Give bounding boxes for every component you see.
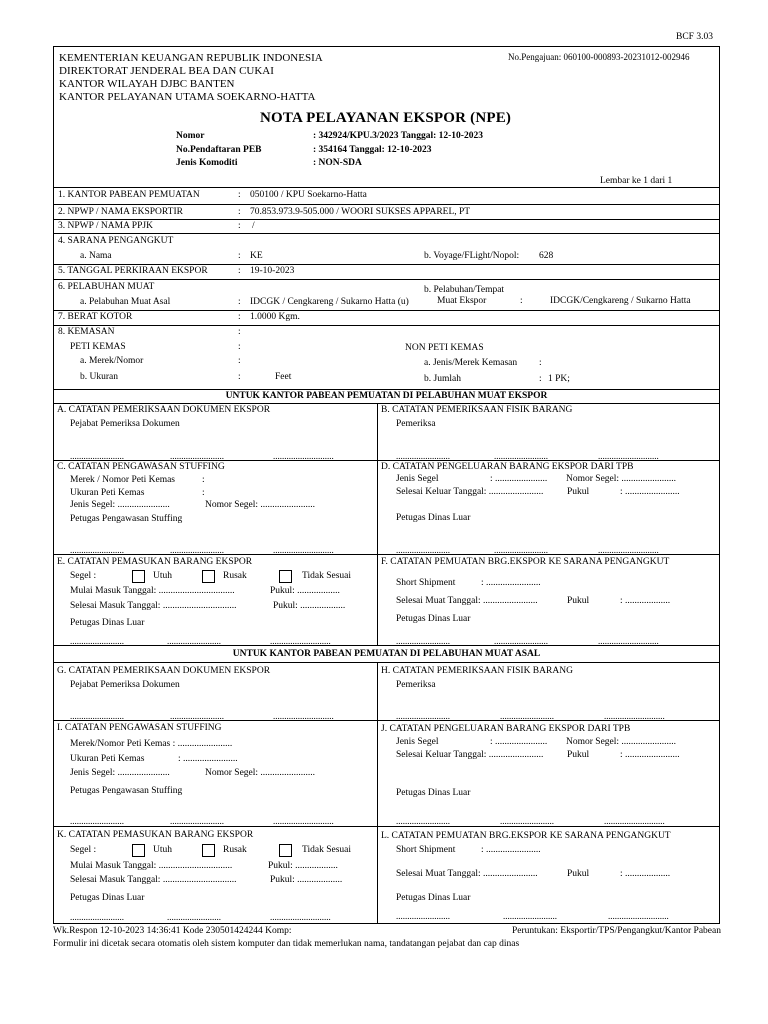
jumlah-label: b. Jumlah (424, 374, 461, 384)
segel-rusak-checkbox[interactable] (202, 570, 215, 583)
kemasan-label: 8. KEMASAN (58, 327, 115, 337)
segel-utuh-checkbox-k[interactable] (132, 844, 145, 857)
nama-value: KE (250, 251, 263, 261)
agency-line-4: KANTOR PELAYANAN UTAMA SOEKARNO-HATTA (59, 91, 316, 103)
footer-note: Formulir ini dicetak secara otomatis oleh sistem komputer dan tidak memerlukan nama, tandatangan pejabat dan cap dinas (53, 939, 520, 949)
block-d-title: D. CATATAN PENGELUARAN BARANG EKSPOR DARI TPB (381, 462, 634, 472)
tanggal-value: 19-10-2023 (250, 266, 295, 276)
no-pendaftaran-label: No.Pendaftaran PEB (176, 145, 262, 155)
block-b-title: B. CATATAN PEMERIKSAAN FISIK BARANG (381, 405, 573, 415)
lembar: Lembar ke 1 dari 1 (600, 176, 673, 186)
no-pendaftaran-value: : 354164 Tanggal: 12-10-2023 (313, 145, 432, 155)
agency-line-2: DIREKTORAT JENDERAL BEA DAN CUKAI (59, 65, 274, 77)
block-i-title: I. CATATAN PENGAWASAN STUFFING (57, 723, 222, 733)
peti-kemas-label: PETI KEMAS (70, 342, 126, 352)
nama-label: a. Nama (80, 251, 112, 261)
nomor-value: : 342924/KPU.3/2023 Tanggal: 12-10-2023 (313, 131, 483, 141)
npwp-ppjk-value: / (252, 221, 255, 231)
voyage-label: b. Voyage/FLight/Nopol: (424, 251, 520, 261)
no-pengajuan: No.Pengajuan: 060100-000893-20231012-002946 (508, 52, 690, 62)
nomor-label: Nomor (176, 131, 205, 141)
pel-tempat-label-1: b. Pelabuhan/Tempat (424, 285, 505, 295)
segel-tidak-sesuai-checkbox[interactable] (279, 570, 292, 583)
block-c-title: C. CATATAN PENGAWASAN STUFFING (57, 462, 225, 472)
kantor-label: 1. KANTOR PABEAN PEMUATAN (58, 190, 200, 200)
pel-asal-label: a. Pelabuhan Muat Asal (80, 297, 171, 307)
ukuran-label: b. Ukuran (80, 372, 118, 382)
pel-tempat-label-2: Muat Ekspor (437, 296, 487, 306)
page-title: NOTA PELAYANAN EKSPOR (NPE) (260, 110, 512, 126)
agency-line-1: KEMENTERIAN KEUANGAN REPUBLIK INDONESIA (59, 52, 323, 64)
merek-nomor-label: a. Merek/Nomor (80, 356, 144, 366)
tanggal-label: 5. TANGGAL PERKIRAAN EKSPOR (58, 266, 208, 276)
block-e-title: E. CATATAN PEMASUKAN BARANG EKSPOR (57, 557, 253, 567)
segel-tidak-sesuai-checkbox-k[interactable] (279, 844, 292, 857)
sarana-label: 4. SARANA PENGANGKUT (58, 236, 174, 246)
segel-utuh-checkbox[interactable] (132, 570, 145, 583)
section-muat-ekspor: UNTUK KANTOR PABEAN PEMUATAN DI PELABUHAN MUAT EKSPOR (225, 391, 548, 401)
section-muat-asal: UNTUK KANTOR PABEAN PEMUATAN DI PELABUHAN MUAT ASAL (232, 649, 541, 659)
pel-tempat-value: IDCGK/Cengkareng / Sukarno Hatta (550, 296, 691, 306)
block-l-title: L. CATATAN PEMUATAN BRG.EKSPOR KE SARANA PENGANGKUT (381, 831, 671, 841)
pelabuhan-label: 6. PELABUHAN MUAT (58, 282, 155, 292)
jenis-komoditi-label: Jenis Komoditi (176, 158, 238, 168)
ukuran-value: Feet (275, 372, 292, 382)
berat-label: 7. BERAT KOTOR (58, 312, 133, 322)
agency-line-3: KANTOR WILAYAH DJBC BANTEN (59, 78, 235, 90)
segel-rusak-checkbox-k[interactable] (202, 844, 215, 857)
npwp-ppjk-label: 3. NPWP / NAMA PPJK (58, 221, 153, 231)
block-j-title: J. CATATAN PENGELUARAN BARANG EKSPOR DARI TPB (381, 724, 631, 734)
npwp-eksportir-label: 2. NPWP / NAMA EKSPORTIR (58, 207, 183, 217)
jumlah-value: 1 PK; (548, 374, 570, 384)
peruntukan: Peruntukan: Eksportir/TPS/Pengangkut/Kantor Pabean (512, 926, 721, 936)
form-code: BCF 3.03 (676, 32, 713, 42)
block-k-title: K. CATATAN PEMASUKAN BARANG EKSPOR (57, 830, 254, 840)
jenis-komoditi-value: : NON-SDA (313, 158, 362, 168)
berat-value: 1.0000 Kgm. (250, 312, 300, 322)
npwp-eksportir-value: 70.853.973.9-505.000 / WOORI SUKSES APPAREL, PT (250, 207, 471, 217)
pel-asal-value: IDCGK / Cengkareng / Sukarno Hatta (u) (250, 297, 409, 307)
jenis-merek-label: a. Jenis/Merek Kemasan (424, 358, 518, 368)
voyage-value: 628 (539, 251, 554, 261)
block-f-title: F. CATATAN PEMUATAN BRG.EKSPOR KE SARANA PENGANGKUT (381, 557, 670, 567)
kantor-value: 050100 / KPU Soekarno-Hatta (250, 190, 367, 200)
block-h-title: H. CATATAN PEMERIKSAAN FISIK BARANG (381, 666, 573, 676)
block-a-title: A. CATATAN PEMERIKSAAN DOKUMEN EKSPOR (57, 405, 271, 415)
non-peti-kemas-label: NON PETI KEMAS (405, 343, 484, 353)
wk-respon: Wk.Respon 12-10-2023 14:36:41 Kode 230501424244 Komp: (53, 926, 292, 936)
block-g-title: G. CATATAN PEMERIKSAAN DOKUMEN EKSPOR (57, 666, 271, 676)
